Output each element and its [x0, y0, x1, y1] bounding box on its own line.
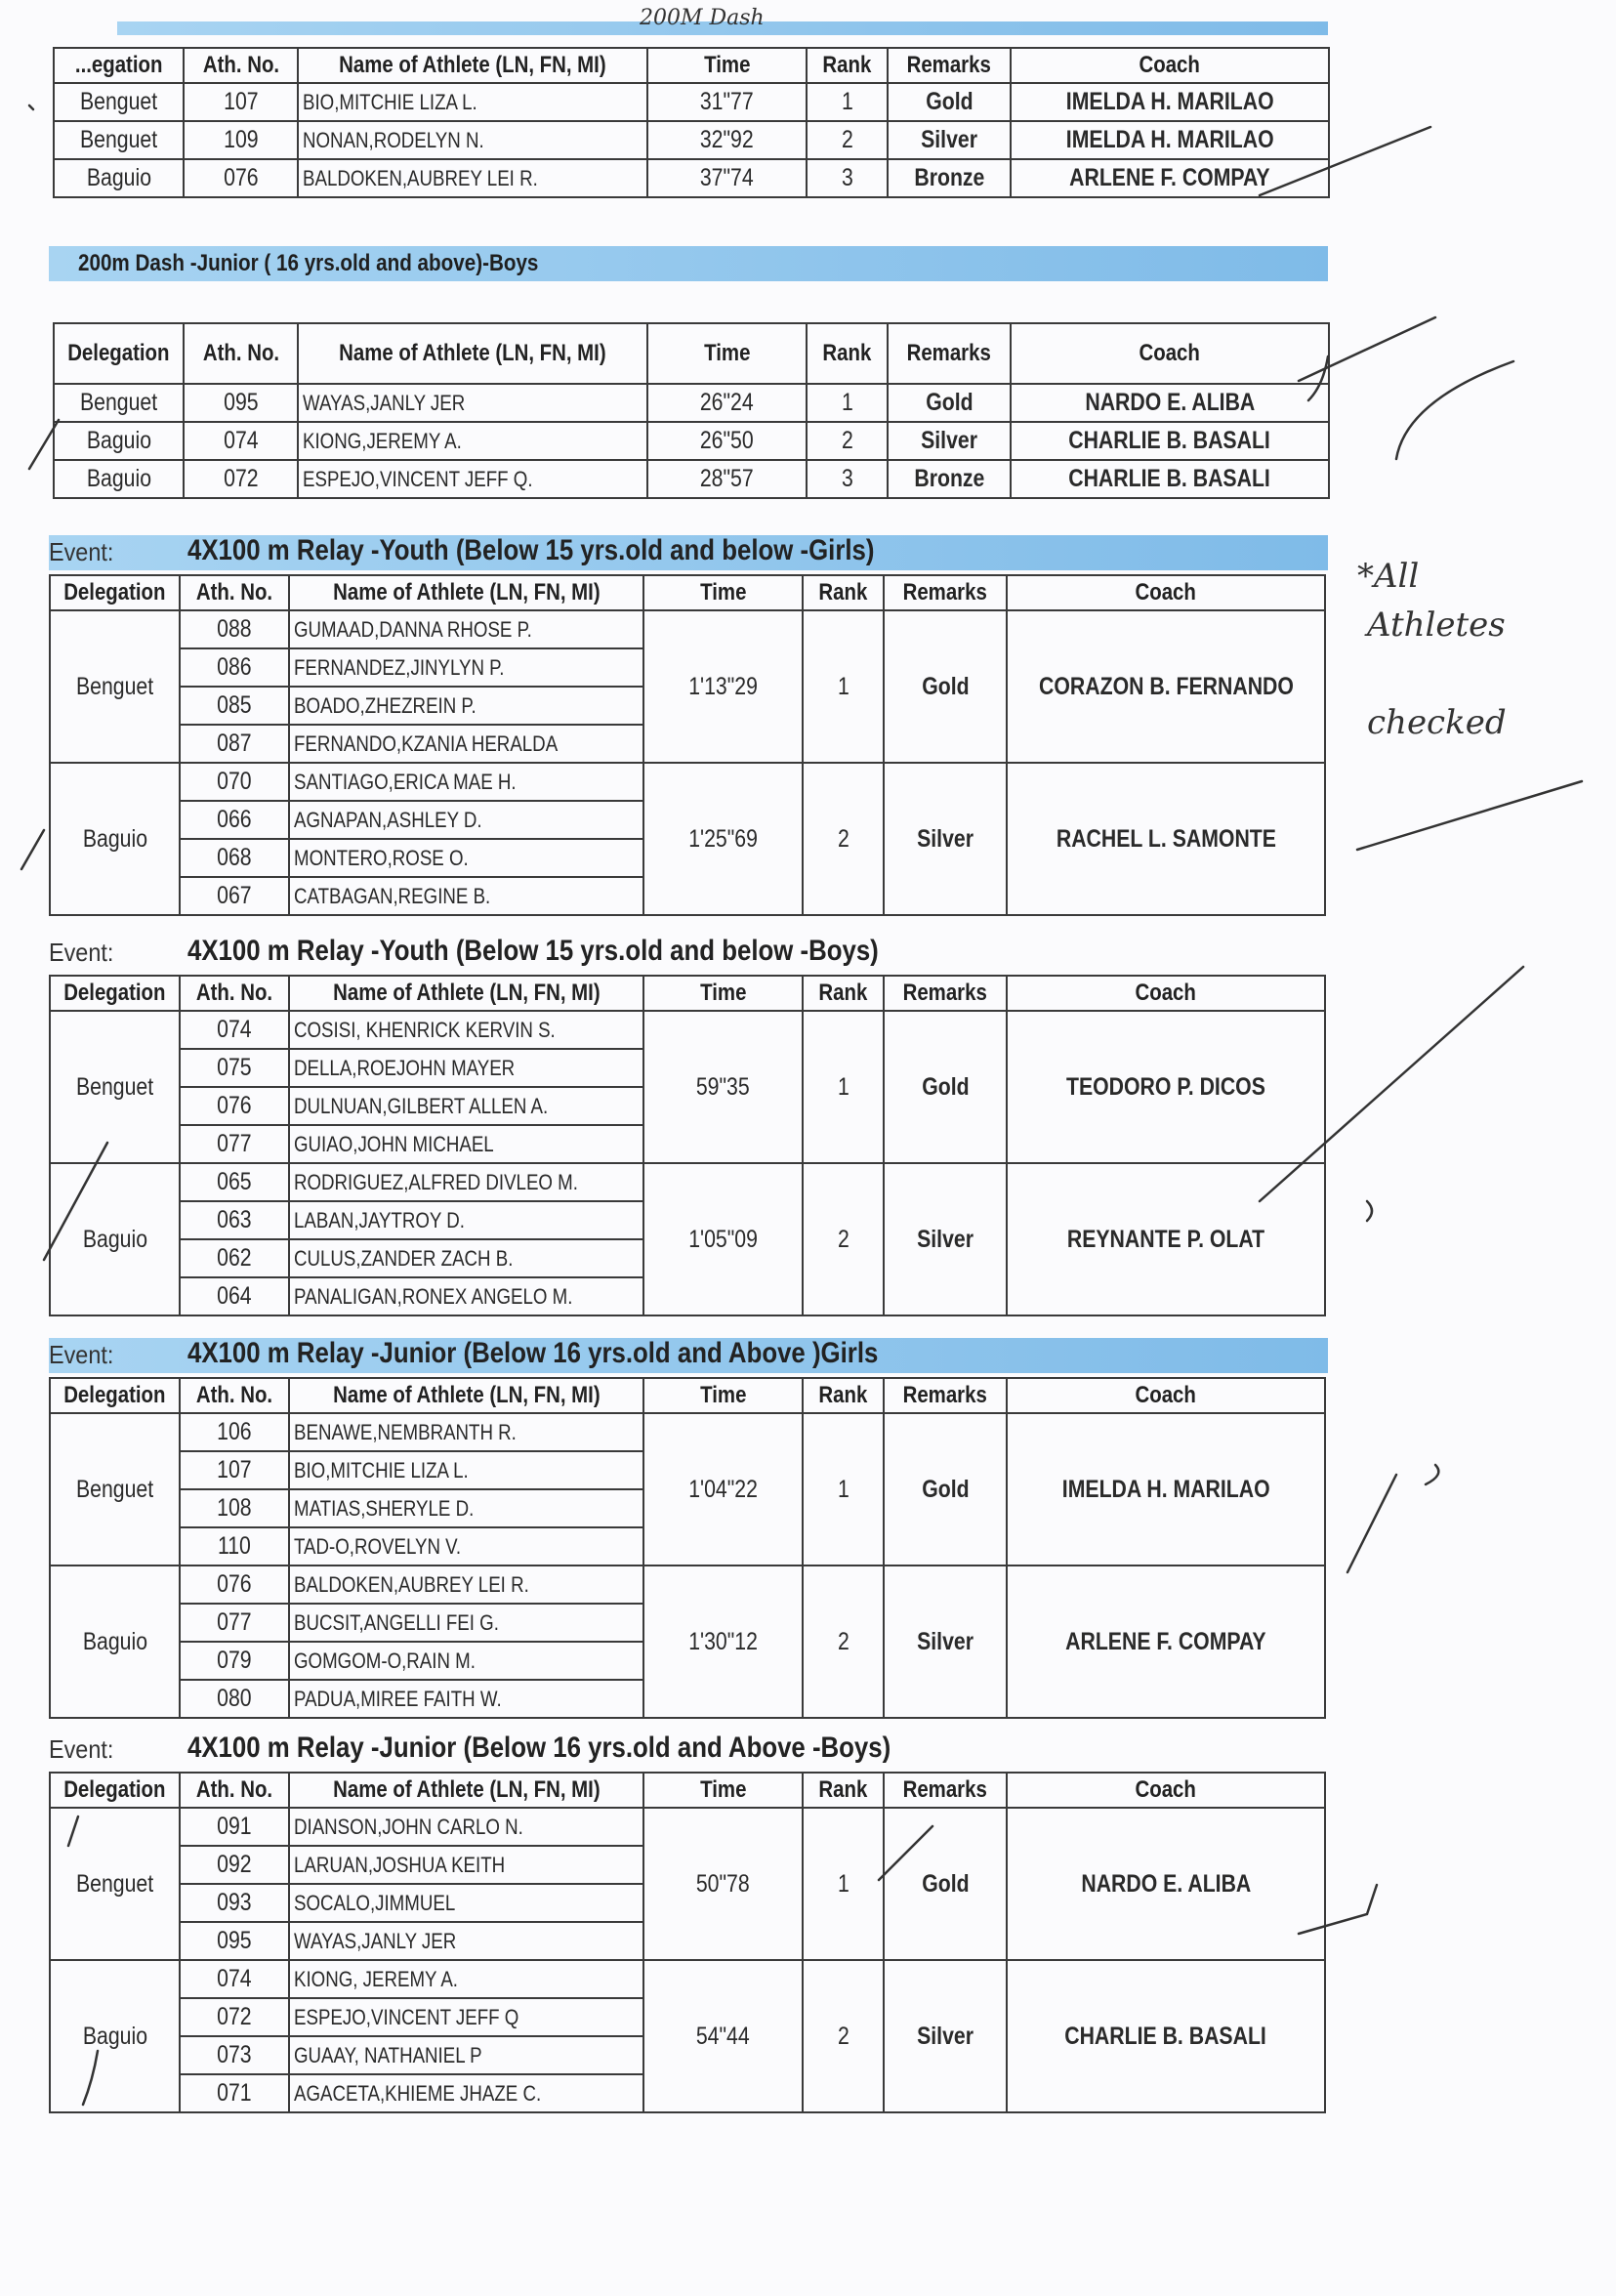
- athlete-number-cell: 074: [184, 422, 298, 460]
- remarks-cell: Gold: [884, 1011, 1007, 1163]
- coach-cell: CHARLIE B. BASALI: [1011, 460, 1329, 498]
- athlete-name-cell: LARUAN,JOSHUA KEITH: [289, 1846, 643, 1884]
- col-rank: Rank: [803, 575, 884, 610]
- athlete-number-cell: 074: [180, 1960, 289, 1998]
- athlete-number-cell: 107: [180, 1451, 289, 1489]
- time-cell: 1'05"09: [643, 1163, 803, 1315]
- rank-cell: 2: [803, 1163, 884, 1315]
- pen-mark-13: [29, 420, 59, 469]
- time-cell: 26"50: [647, 422, 807, 460]
- col-time: Time: [647, 323, 807, 384]
- col-ath-no: Ath. No.: [180, 1773, 289, 1808]
- delegation-cell: Benguet: [50, 1808, 180, 1960]
- event-title-200m-junior-boys: 200m Dash -Junior ( 16 yrs.old and above)-Boys: [78, 250, 539, 276]
- event-title: 4X100 m Relay -Youth (Below 15 yrs.old and below -Girls): [187, 534, 875, 566]
- athlete-name-cell: SOCALO,JIMMUEL: [289, 1884, 643, 1922]
- athlete-name-cell: SANTIAGO,ERICA MAE H.: [289, 763, 643, 801]
- coach-cell: CHARLIE B. BASALI: [1007, 1960, 1325, 2112]
- athlete-name-cell: WAYAS,JANLY JER: [298, 384, 647, 422]
- col-name: Name of Athlete (LN, FN, MI): [289, 1378, 643, 1413]
- rank-cell: 1: [803, 1413, 884, 1565]
- delegation-cell: Baguio: [50, 1960, 180, 2112]
- athlete-name-cell: BIO,MITCHIE LIZA L.: [289, 1451, 643, 1489]
- athlete-number-cell: 076: [180, 1087, 289, 1125]
- pen-mark-16: [83, 2051, 98, 2105]
- event-label: Event:: [49, 1340, 114, 1369]
- delegation-cell: Benguet: [54, 83, 184, 121]
- coach-cell: RACHEL L. SAMONTE: [1007, 763, 1325, 915]
- remarks-cell: Gold: [888, 83, 1011, 121]
- col-remarks: Remarks: [888, 48, 1011, 83]
- remarks-cell: Silver: [884, 1163, 1007, 1315]
- athlete-name-cell: LABAN,JAYTROY D.: [289, 1201, 643, 1239]
- time-cell: 31"77: [647, 83, 807, 121]
- col-coach: Coach: [1007, 1378, 1325, 1413]
- col-ath-no: Ath. No.: [184, 323, 298, 384]
- pen-mark-10: [1299, 1885, 1377, 1934]
- col-coach: Coach: [1007, 1773, 1325, 1808]
- athlete-number-cell: 085: [180, 687, 289, 725]
- coach-cell: ARLENE F. COMPAY: [1007, 1565, 1325, 1718]
- handwritten-header-note: 200M Dash: [640, 6, 765, 30]
- col-delegation: Delegation: [50, 1773, 180, 1808]
- athlete-number-cell: 075: [180, 1049, 289, 1087]
- time-cell: 54"44: [643, 1960, 803, 2112]
- time-cell: 28"57: [647, 460, 807, 498]
- delegation-cell: Baguio: [54, 159, 184, 197]
- rank-cell: 3: [807, 460, 888, 498]
- time-cell: 1'13"29: [643, 610, 803, 763]
- event-label: Event:: [49, 537, 114, 566]
- col-time: Time: [643, 1773, 803, 1808]
- col-rank: Rank: [807, 323, 888, 384]
- remarks-cell: Silver: [884, 1960, 1007, 2112]
- delegation-cell: Baguio: [54, 422, 184, 460]
- remarks-cell: Silver: [884, 763, 1007, 915]
- time-cell: 32"92: [647, 121, 807, 159]
- athlete-name-cell: PADUA,MIREE FAITH W.: [289, 1680, 643, 1718]
- col-coach: Coach: [1011, 48, 1329, 83]
- athlete-name-cell: KIONG,JEREMY A.: [298, 422, 647, 460]
- athlete-number-cell: 064: [180, 1277, 289, 1315]
- athlete-number-cell: 068: [180, 839, 289, 877]
- col-ath-no: Ath. No.: [184, 48, 298, 83]
- rank-cell: 1: [807, 83, 888, 121]
- athlete-number-cell: 077: [180, 1604, 289, 1642]
- pen-mark-12: [44, 1143, 107, 1260]
- pen-mark-11: [21, 830, 44, 869]
- col-rank: Rank: [803, 1378, 884, 1413]
- remarks-cell: Silver: [888, 121, 1011, 159]
- rank-cell: 3: [807, 159, 888, 197]
- athlete-number-cell: 077: [180, 1125, 289, 1163]
- rank-cell: 1: [807, 384, 888, 422]
- rank-cell: 1: [803, 610, 884, 763]
- coach-cell: NARDO E. ALIBA: [1007, 1808, 1325, 1960]
- col-name: Name of Athlete (LN, FN, MI): [298, 323, 647, 384]
- coach-cell: CORAZON B. FERNANDO: [1007, 610, 1325, 763]
- athlete-name-cell: GUAAY, NATHANIEL P: [289, 2036, 643, 2074]
- pen-mark-5: [1357, 781, 1582, 850]
- coach-cell: IMELDA H. MARILAO: [1011, 121, 1329, 159]
- pen-mark-7: [1367, 1201, 1372, 1221]
- athlete-name-cell: PANALIGAN,RONEX ANGELO M.: [289, 1277, 643, 1315]
- time-cell: 1'25"69: [643, 763, 803, 915]
- athlete-number-cell: 088: [180, 610, 289, 648]
- margin-note-line1: *All: [1357, 557, 1420, 596]
- athlete-number-cell: 087: [180, 725, 289, 763]
- athlete-number-cell: 066: [180, 801, 289, 839]
- athlete-number-cell: 093: [180, 1884, 289, 1922]
- athlete-name-cell: GUMAAD,DANNA RHOSE P.: [289, 610, 643, 648]
- athlete-number-cell: 080: [180, 1680, 289, 1718]
- athlete-number-cell: 065: [180, 1163, 289, 1201]
- col-ath-no: Ath. No.: [180, 575, 289, 610]
- coach-cell: REYNANTE P. OLAT: [1007, 1163, 1325, 1315]
- athlete-number-cell: 107: [184, 83, 298, 121]
- pen-mark-15: [68, 1816, 78, 1846]
- margin-note-line2: Athletes: [1367, 605, 1506, 645]
- pen-mark-2: [1299, 317, 1435, 381]
- coach-cell: TEODORO P. DICOS: [1007, 1011, 1325, 1163]
- remarks-cell: Silver: [884, 1565, 1007, 1718]
- athlete-name-cell: BOADO,ZHEZREIN P.: [289, 687, 643, 725]
- time-cell: 59"35: [643, 1011, 803, 1163]
- col-delegation: Delegation: [50, 1378, 180, 1413]
- coach-cell: ARLENE F. COMPAY: [1011, 159, 1329, 197]
- col-delegation: Delegation: [50, 575, 180, 610]
- athlete-number-cell: 076: [184, 159, 298, 197]
- coach-cell: CHARLIE B. BASALI: [1011, 422, 1329, 460]
- col-coach: Coach: [1011, 323, 1329, 384]
- athlete-name-cell: DIANSON,JOHN CARLO N.: [289, 1808, 643, 1846]
- rank-cell: 2: [803, 1565, 884, 1718]
- athlete-name-cell: ESPEJO,VINCENT JEFF Q: [289, 1998, 643, 2036]
- athlete-number-cell: 076: [180, 1565, 289, 1604]
- athlete-name-cell: TAD-O,ROVELYN V.: [289, 1527, 643, 1565]
- athlete-name-cell: ESPEJO,VINCENT JEFF Q.: [298, 460, 647, 498]
- athlete-name-cell: CULUS,ZANDER ZACH B.: [289, 1239, 643, 1277]
- rank-cell: 2: [807, 422, 888, 460]
- pen-mark-4: [1396, 361, 1513, 459]
- pen-mark-17: [29, 105, 33, 109]
- athlete-name-cell: BENAWE,NEMBRANTH R.: [289, 1413, 643, 1451]
- pen-mark-8: [1426, 1465, 1438, 1484]
- col-remarks: Remarks: [884, 1773, 1007, 1808]
- athlete-name-cell: AGACETA,KHIEME JHAZE C.: [289, 2074, 643, 2112]
- col-rank: Rank: [807, 48, 888, 83]
- event-label: Event:: [49, 938, 114, 967]
- athlete-number-cell: 062: [180, 1239, 289, 1277]
- delegation-cell: Baguio: [50, 763, 180, 915]
- athlete-number-cell: 108: [180, 1489, 289, 1527]
- athlete-name-cell: MONTERO,ROSE O.: [289, 839, 643, 877]
- athlete-number-cell: 070: [180, 763, 289, 801]
- col-time: Time: [643, 1378, 803, 1413]
- col-rank: Rank: [803, 976, 884, 1011]
- athlete-number-cell: 071: [180, 2074, 289, 2112]
- athlete-name-cell: GOMGOM-O,RAIN M.: [289, 1642, 643, 1680]
- time-cell: 1'04"22: [643, 1413, 803, 1565]
- col-name: Name of Athlete (LN, FN, MI): [289, 1773, 643, 1808]
- athlete-name-cell: CATBAGAN,REGINE B.: [289, 877, 643, 915]
- coach-cell: IMELDA H. MARILAO: [1011, 83, 1329, 121]
- event-label: Event:: [49, 1734, 114, 1764]
- pen-mark-3: [1308, 356, 1328, 400]
- athlete-number-cell: 095: [184, 384, 298, 422]
- athlete-number-cell: 067: [180, 877, 289, 915]
- athlete-name-cell: DELLA,ROEJOHN MAYER: [289, 1049, 643, 1087]
- col-coach: Coach: [1007, 976, 1325, 1011]
- delegation-cell: Baguio: [50, 1565, 180, 1718]
- col-remarks: Remarks: [884, 976, 1007, 1011]
- col-time: Time: [643, 976, 803, 1011]
- delegation-cell: Baguio: [54, 460, 184, 498]
- athlete-number-cell: 063: [180, 1201, 289, 1239]
- delegation-cell: Benguet: [54, 384, 184, 422]
- athlete-name-cell: AGNAPAN,ASHLEY D.: [289, 801, 643, 839]
- athlete-name-cell: NONAN,RODELYN N.: [298, 121, 647, 159]
- rank-cell: 2: [803, 1960, 884, 2112]
- col-ath-no: Ath. No.: [180, 976, 289, 1011]
- remarks-cell: Silver: [888, 422, 1011, 460]
- athlete-number-cell: 106: [180, 1413, 289, 1451]
- margin-note-line3: checked: [1367, 703, 1507, 742]
- pen-mark-6: [1260, 967, 1523, 1201]
- time-cell: 50"78: [643, 1808, 803, 1960]
- delegation-cell: Benguet: [50, 1413, 180, 1565]
- pen-mark-9: [1347, 1475, 1396, 1572]
- athlete-number-cell: 073: [180, 2036, 289, 2074]
- col-name: Name of Athlete (LN, FN, MI): [289, 976, 643, 1011]
- time-cell: 37"74: [647, 159, 807, 197]
- remarks-cell: Gold: [884, 610, 1007, 763]
- athlete-name-cell: DULNUAN,GILBERT ALLEN A.: [289, 1087, 643, 1125]
- remarks-cell: Gold: [888, 384, 1011, 422]
- athlete-name-cell: WAYAS,JANLY JER: [289, 1922, 643, 1960]
- col-delegation: Delegation: [50, 976, 180, 1011]
- delegation-cell: Benguet: [54, 121, 184, 159]
- athlete-name-cell: GUIAO,JOHN MICHAEL: [289, 1125, 643, 1163]
- rank-cell: 1: [803, 1808, 884, 1960]
- athlete-name-cell: KIONG, JEREMY A.: [289, 1960, 643, 1998]
- col-delegation: Delegation: [54, 323, 184, 384]
- col-remarks: Remarks: [884, 1378, 1007, 1413]
- athlete-number-cell: 095: [180, 1922, 289, 1960]
- athlete-name-cell: COSISI, KHENRICK KERVIN S.: [289, 1011, 643, 1049]
- event-title: 4X100 m Relay -Junior (Below 16 yrs.old and Above )Girls: [187, 1337, 879, 1369]
- athlete-number-cell: 074: [180, 1011, 289, 1049]
- time-cell: 1'30"12: [643, 1565, 803, 1718]
- coach-cell: IMELDA H. MARILAO: [1007, 1413, 1325, 1565]
- athlete-name-cell: BALDOKEN,AUBREY LEI R.: [298, 159, 647, 197]
- remarks-cell: Gold: [884, 1808, 1007, 1960]
- athlete-number-cell: 109: [184, 121, 298, 159]
- coach-cell: NARDO E. ALIBA: [1011, 384, 1329, 422]
- rank-cell: 2: [803, 763, 884, 915]
- event-title: 4X100 m Relay -Junior (Below 16 yrs.old and Above -Boys): [187, 1732, 891, 1764]
- remarks-cell: Bronze: [888, 159, 1011, 197]
- event-title: 4X100 m Relay -Youth (Below 15 yrs.old and below -Boys): [187, 935, 879, 967]
- col-coach: Coach: [1007, 575, 1325, 610]
- athlete-name-cell: RODRIGUEZ,ALFRED DIVLEO M.: [289, 1163, 643, 1201]
- athlete-name-cell: MATIAS,SHERYLE D.: [289, 1489, 643, 1527]
- col-remarks: Remarks: [888, 323, 1011, 384]
- delegation-cell: Benguet: [50, 1011, 180, 1163]
- delegation-cell: Baguio: [50, 1163, 180, 1315]
- athlete-name-cell: BALDOKEN,AUBREY LEI R.: [289, 1565, 643, 1604]
- athlete-number-cell: 091: [180, 1808, 289, 1846]
- delegation-cell: Benguet: [50, 610, 180, 763]
- time-cell: 26"24: [647, 384, 807, 422]
- athlete-name-cell: BUCSIT,ANGELLI FEI G.: [289, 1604, 643, 1642]
- athlete-number-cell: 086: [180, 648, 289, 687]
- col-time: Time: [647, 48, 807, 83]
- col-name: Name of Athlete (LN, FN, MI): [298, 48, 647, 83]
- col-ath-no: Ath. No.: [180, 1378, 289, 1413]
- athlete-number-cell: 072: [184, 460, 298, 498]
- athlete-number-cell: 072: [180, 1998, 289, 2036]
- rank-cell: 2: [807, 121, 888, 159]
- athlete-number-cell: 079: [180, 1642, 289, 1680]
- col-time: Time: [643, 575, 803, 610]
- rank-cell: 1: [803, 1011, 884, 1163]
- athlete-number-cell: 092: [180, 1846, 289, 1884]
- athlete-name-cell: BIO,MITCHIE LIZA L.: [298, 83, 647, 121]
- athlete-name-cell: FERNANDEZ,JINYLYN P.: [289, 648, 643, 687]
- col-rank: Rank: [803, 1773, 884, 1808]
- remarks-cell: Gold: [884, 1413, 1007, 1565]
- pen-mark-1: [1260, 127, 1430, 195]
- athlete-number-cell: 110: [180, 1527, 289, 1565]
- athlete-name-cell: FERNANDO,KZANIA HERALDA: [289, 725, 643, 763]
- col-remarks: Remarks: [884, 575, 1007, 610]
- col-delegation: ...egation: [54, 48, 184, 83]
- col-name: Name of Athlete (LN, FN, MI): [289, 575, 643, 610]
- remarks-cell: Bronze: [888, 460, 1011, 498]
- pen-mark-14: [879, 1826, 932, 1880]
